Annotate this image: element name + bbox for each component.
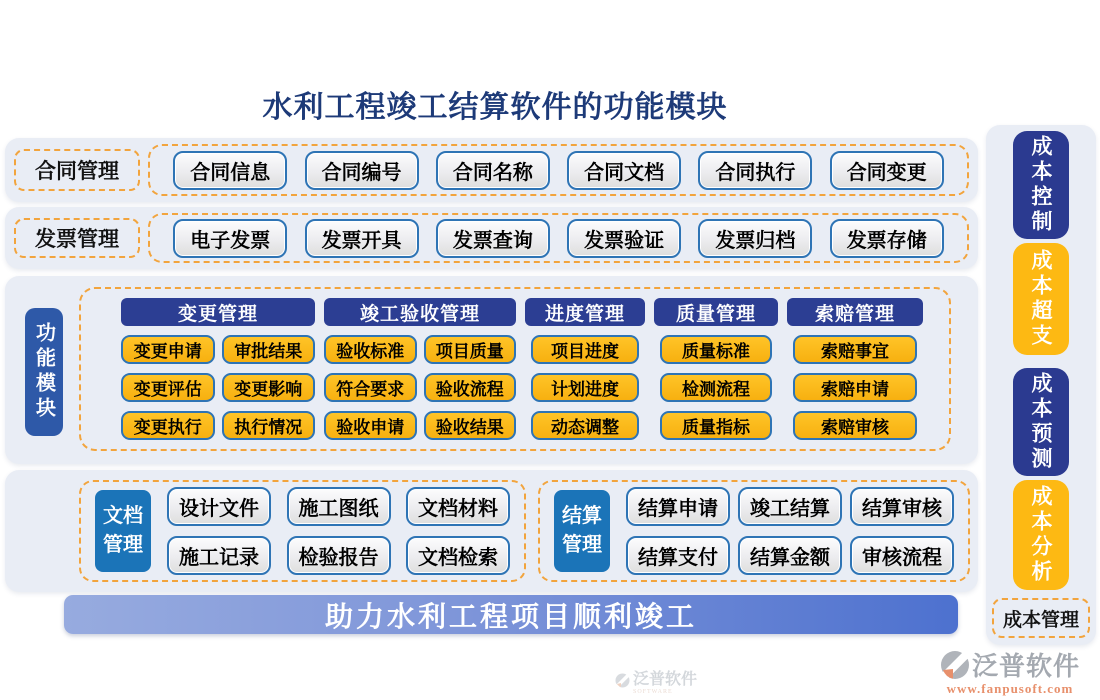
invoice-item: 电子发票 bbox=[173, 219, 287, 258]
contract-management-label: 合同管理 bbox=[14, 149, 140, 191]
document-management-label: 文档管理 bbox=[95, 490, 151, 572]
document-item: 文档材料 bbox=[406, 487, 510, 526]
module-node: 验收结果 bbox=[424, 411, 517, 440]
document-items bbox=[167, 487, 510, 575]
module-node: 计划进度 bbox=[531, 373, 639, 402]
watermark-logo-icon bbox=[615, 673, 630, 688]
settlement-item: 结算申请 bbox=[626, 487, 730, 526]
completion-acceptance-header: 竣工验收管理 bbox=[324, 298, 516, 326]
claim-management-column bbox=[787, 298, 923, 440]
watermark-text: 泛普软件 SOFTWARE bbox=[633, 671, 698, 695]
invoice-item: 发票归档 bbox=[698, 219, 812, 258]
cost-control-box: 成本控制 bbox=[1013, 131, 1069, 239]
module-node: 动态调整 bbox=[531, 411, 639, 440]
module-node: 符合要求 bbox=[324, 373, 417, 402]
vendor-logo-icon bbox=[940, 650, 970, 680]
invoice-item: 发票开具 bbox=[305, 219, 419, 258]
change-management-column bbox=[121, 298, 315, 440]
document-management-group bbox=[79, 480, 526, 582]
contract-item: 合同信息 bbox=[173, 151, 287, 190]
module-node: 变更申请 bbox=[121, 335, 215, 364]
module-node: 项目进度 bbox=[531, 335, 639, 364]
module-node: 变更影响 bbox=[222, 373, 316, 402]
quality-management-column bbox=[654, 298, 778, 440]
settlement-item: 结算审核 bbox=[850, 487, 954, 526]
contract-management-row bbox=[5, 138, 978, 202]
document-item: 设计文件 bbox=[167, 487, 271, 526]
document-item: 施工图纸 bbox=[287, 487, 391, 526]
vendor-logo bbox=[926, 650, 1094, 695]
module-node: 验收申请 bbox=[324, 411, 417, 440]
contract-item: 合同文档 bbox=[567, 151, 681, 190]
settlement-management-group bbox=[538, 480, 970, 582]
change-management-items bbox=[121, 335, 315, 440]
module-node: 执行情况 bbox=[222, 411, 316, 440]
change-management-header: 变更管理 bbox=[121, 298, 315, 326]
contract-item: 合同变更 bbox=[830, 151, 944, 190]
invoice-item: 发票验证 bbox=[567, 219, 681, 258]
invoice-item: 发票存储 bbox=[830, 219, 944, 258]
invoice-management-row bbox=[5, 207, 978, 269]
invoice-management-label: 发票管理 bbox=[14, 218, 140, 258]
settlement-item: 结算金额 bbox=[738, 536, 842, 575]
slogan-banner: 助力水利工程项目顺利竣工 bbox=[64, 595, 958, 634]
cost-management-label: 成本管理 bbox=[992, 598, 1090, 638]
cost-forecast-box: 成本预测 bbox=[1013, 368, 1069, 476]
cost-overrun-box: 成本超支 bbox=[1013, 243, 1069, 355]
settlement-management-label: 结算管理 bbox=[554, 490, 610, 572]
module-node: 质量标准 bbox=[660, 335, 772, 364]
progress-management-header: 进度管理 bbox=[525, 298, 645, 326]
completion-acceptance-column bbox=[324, 298, 516, 440]
settlement-item: 竣工结算 bbox=[738, 487, 842, 526]
module-node: 变更执行 bbox=[121, 411, 215, 440]
module-node: 检测流程 bbox=[660, 373, 772, 402]
contract-item: 合同执行 bbox=[698, 151, 812, 190]
bottom-band bbox=[5, 470, 978, 592]
document-item: 检验报告 bbox=[287, 536, 391, 575]
cost-analysis-box: 成本分析 bbox=[1013, 480, 1069, 590]
progress-management-items bbox=[531, 335, 639, 440]
module-node: 索赔申请 bbox=[793, 373, 917, 402]
claim-management-header: 索赔管理 bbox=[787, 298, 923, 326]
invoice-items-group bbox=[148, 213, 969, 263]
invoice-item: 发票查询 bbox=[436, 219, 550, 258]
document-item: 施工记录 bbox=[167, 536, 271, 575]
document-item: 文档检索 bbox=[406, 536, 510, 575]
settlement-items bbox=[626, 487, 954, 575]
function-modules-label: 功能模块 bbox=[25, 308, 63, 436]
settlement-item: 结算支付 bbox=[626, 536, 730, 575]
claim-management-items bbox=[793, 335, 917, 440]
cost-sidebar bbox=[986, 125, 1096, 645]
completion-acceptance-items bbox=[324, 335, 516, 440]
progress-management-column bbox=[525, 298, 645, 440]
quality-management-items bbox=[660, 335, 772, 440]
module-node: 项目质量 bbox=[424, 335, 517, 364]
watermark bbox=[615, 666, 697, 695]
module-node: 验收流程 bbox=[424, 373, 517, 402]
module-node: 审批结果 bbox=[222, 335, 316, 364]
vendor-url: www.fanpusoft.com bbox=[946, 681, 1074, 696]
page-title: 水利工程竣工结算软件的功能模块 bbox=[262, 91, 728, 124]
contract-item: 合同编号 bbox=[305, 151, 419, 190]
module-node: 变更评估 bbox=[121, 373, 215, 402]
module-node: 索赔审核 bbox=[793, 411, 917, 440]
module-node: 质量指标 bbox=[660, 411, 772, 440]
module-node: 验收标准 bbox=[324, 335, 417, 364]
function-modules-container bbox=[79, 287, 951, 451]
vendor-name: 泛普软件 bbox=[971, 652, 1080, 681]
contract-item: 合同名称 bbox=[436, 151, 550, 190]
module-node: 索赔事宜 bbox=[793, 335, 917, 364]
quality-management-header: 质量管理 bbox=[654, 298, 778, 326]
settlement-item: 审核流程 bbox=[850, 536, 954, 575]
contract-items-group bbox=[148, 144, 969, 196]
